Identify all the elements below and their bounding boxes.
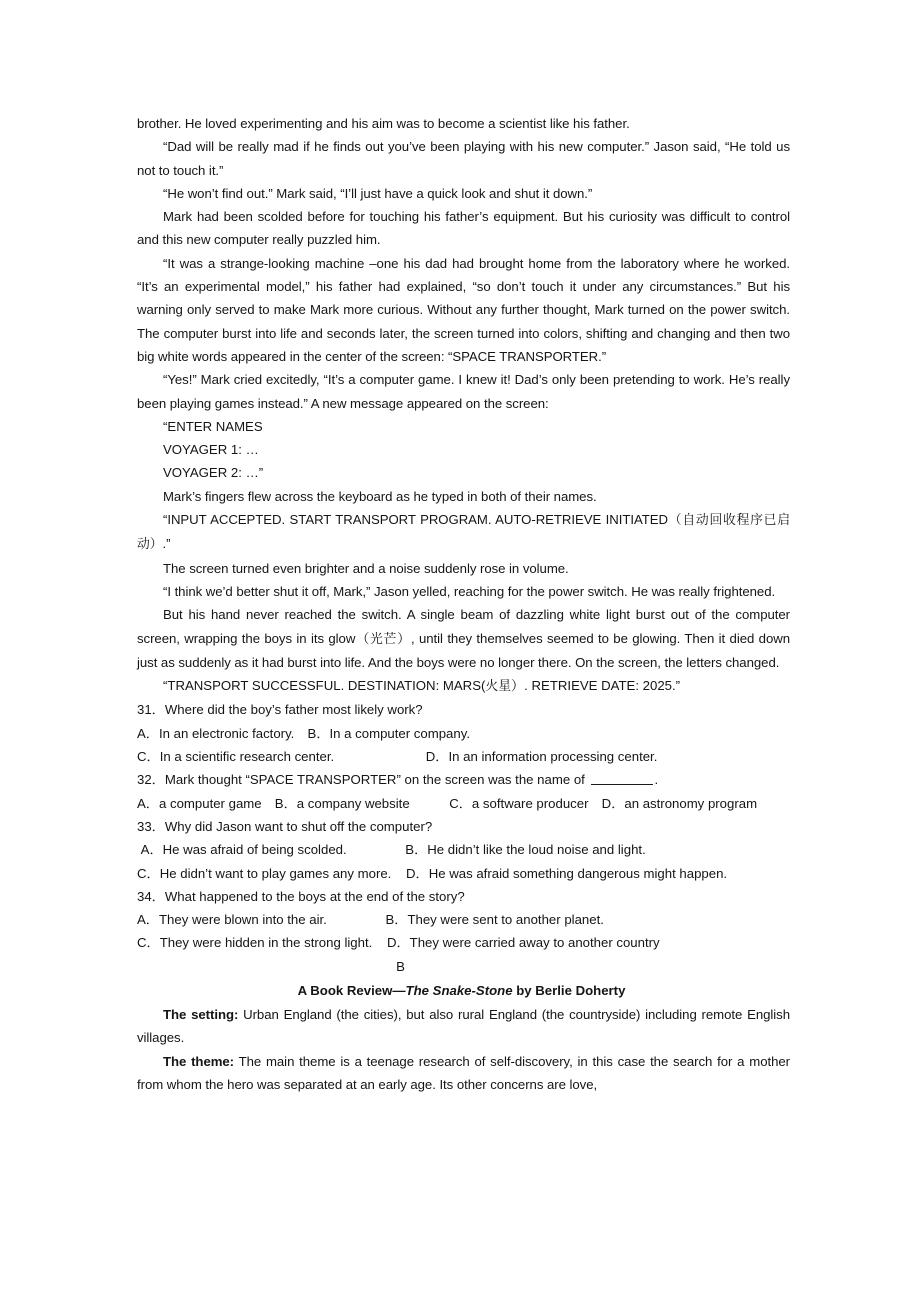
passage-paragraph: The screen turned even brighter and a noise suddenly rose in volume. [163,560,569,576]
section-letter-b: B [396,958,405,974]
question-stem-34: 34．What happened to the boys at the end of the story? [137,888,465,904]
input-accepted-paragraph: “INPUT ACCEPTED. START TRANSPORT PROGRAM. AUTO-RETRIEVE INITIATED（自动回收程序已启动）.” [137,512,790,553]
question-options-32[interactable]: A．a computer game B．a company website C．a software producer D．an astronomy program [137,795,758,811]
setting-text: Urban England (the cities), but also rural England (the countryside) including remote English villages. [137,1006,790,1046]
question-stem-32-post: . [654,772,659,788]
passage-paragraph: “Dad will be really mad if he finds out you’ve been playing with his new computer.” Jason said, “He told us not to touch it.” [137,139,790,178]
passage-paragraph: “I think we’d better shut it off, Mark,” Jason yelled, reaching for the power switch. He was really frightened. [163,583,776,599]
question-options-31-line2[interactable]: C．In a scientific research center. D．In an information processing center. [137,749,658,765]
beam-text-part1: But his hand never reached the switch. A single beam of dazzling white light burst out of the computer screen, wrapping the boys in its glow（ [137,607,790,646]
book-review-title-pre: A Book Review— [297,982,406,998]
screen-message-line: “ENTER NAMES [163,418,263,434]
passage-paragraph: “Yes!” Mark cried excitedly, “It’s a computer game. I knew it! Dad’s only been pretending to work. He’s really been playing games instead.” A new message appeared on the screen: [137,372,790,411]
setting-paragraph [137,1003,790,1050]
theme-text: The main theme is a teenage research of self-discovery, in this case the search for a mother from whom the hero was separated at an early age. Its other concerns are love, [137,1053,791,1092]
transport-gloss-chinese: 火星 [485,679,511,695]
passage-paragraph: Mark’s fingers flew across the keyboard as he typed in both of their names. [163,488,597,504]
beam-paragraph [137,603,790,674]
setting-label: The setting: [163,1006,239,1022]
question-stem-31: 31．Where did the boy’s father most likely work? [137,702,423,718]
transport-text-part1: “TRANSPORT SUCCESSFUL. DESTINATION: MARS( [163,678,486,694]
screen-message-line: VOYAGER 2: …” [163,465,264,481]
input-accepted-tail: . [162,536,167,552]
screen-message-line: VOYAGER 1: … [163,442,259,458]
page-content [137,112,790,1096]
question-options-34-line2[interactable]: C．They were hidden in the strong light. D．They were carried away to another country [137,935,660,951]
answer-blank-32[interactable] [591,773,653,785]
input-accepted-chinese: （自动回收程序已启动） [137,513,790,553]
passage-paragraph: Mark had been scolded before for touching his father’s equipment. But his curiosity was difficult to control and this new computer really puzzled him. [137,209,790,248]
passage-paragraph: brother. He loved experimenting and his aim was to become a scientist like his father. [137,116,630,131]
beam-text-part2: ）, until they themselves seemed to be glowing. Then it died down just as suddenly as it had burst into life. And the boys were no longer there. On the screen, the letters changed. [137,630,790,670]
passage-paragraph: “It was a strange-looking machine –one his dad had brought home from the laboratory where he worked. “It’s an experimental model,” his father had explained, “so don’t touch it under any circumstances.” But his warning only served to make Mark more curious. Without any further thought, Mark turned on the power switch. The computer burst into life and seconds later, the screen turned into colors, shifting and changing and then two big white words appeared in the center of the screen: “SPACE TRANSPORTER.” [137,255,790,364]
question-options-33-line2[interactable]: C．He didn’t want to play games any more. D．He was afraid something dangerous might happen. [137,865,728,881]
question-options-33-line1[interactable]: A．He was afraid of being scolded. B．He didn’t like the loud noise and light. [137,842,646,858]
book-title: The Snake-Stone [405,982,513,998]
beam-gloss-chinese: 光芒 [370,631,398,647]
question-stem-32-pre: 32．Mark thought “SPACE TRANSPORTER” on the screen was the name of [137,772,585,788]
theme-label: The theme: [163,1053,235,1069]
theme-paragraph [137,1050,790,1097]
question-options-31-line1[interactable]: A．In an electronic factory. B．In a computer company. [137,725,471,741]
transport-text-part2: ）. RETRIEVE DATE: 2025.” [511,678,681,694]
input-accepted-english: “INPUT ACCEPTED. START TRANSPORT PROGRAM. AUTO-RETRIEVE INITIATED [163,512,668,528]
passage-paragraph: “He won’t find out.” Mark said, “I’ll just have a quick look and shut it down.” [163,185,593,201]
question-stem-32 [137,768,790,791]
transport-success-line [137,674,790,698]
book-review-title-post: by Berlie Doherty [512,982,626,998]
question-options-34-line1[interactable]: A．They were blown into the air. B．They were sent to another planet. [137,912,604,928]
question-stem-33: 33．Why did Jason want to shut off the computer? [137,818,433,834]
book-review-title [137,978,790,1003]
